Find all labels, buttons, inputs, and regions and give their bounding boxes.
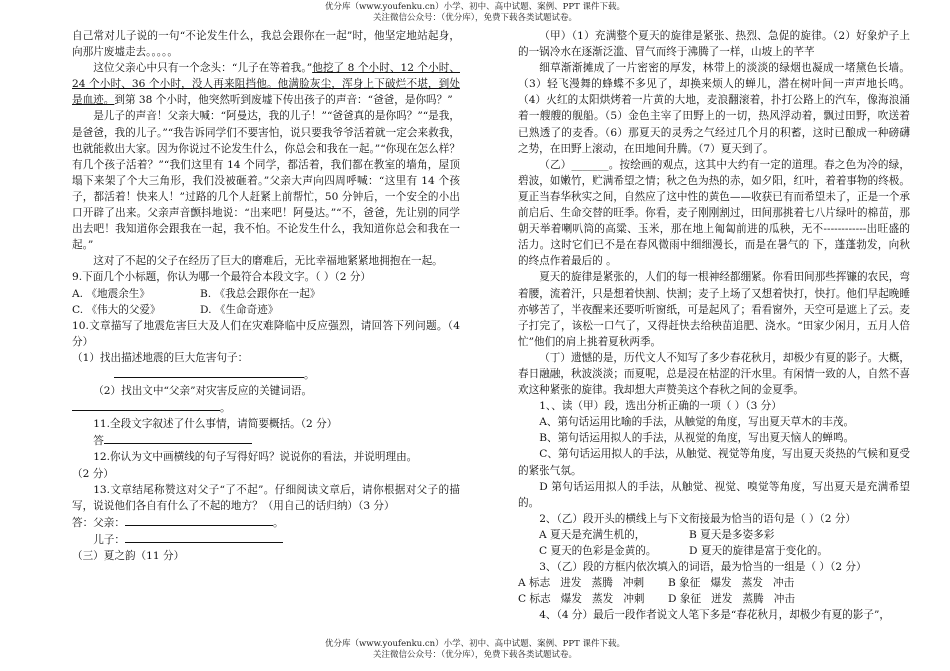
question-3: 3、（乙）段的方框内依次填入的词语，最为恰当的一组是（ ）（2 分） bbox=[539, 561, 867, 574]
passage-paragraph: 是儿子的声音！父亲大喊：“阿曼达，我的儿子！”“爸爸真的是你吗？”“是我，是爸爸，我的儿子。”“我告诉同学们不要害怕，说只要我爷爷活着就一定会来救我，也就能救出大家。因为你说过不论发生什么，你总会和我在一起。”“你现在怎么样？有几个孩子活着？”“我们这里有 14 个同学，都活着，我们都在教室的墙角，屋顶塌下来架了个大三角形，我们没被砸着。”父亲大声向四周呼喊：“这里有 14 个孩子，都活着！快来人！”过路的几个人赶紧上前帮忙，50 分钟后，一个安全的小出口开辟了出来。父亲声音颤抖地说：“出来吧！阿曼达。”“不，爸爸，先让别的同学出去吧！我知道你会跟我在一起，我不怕。不论发生什么，我知道你总会和我在一起。” bbox=[72, 110, 460, 252]
question-12: 12.你认为文中画横线的句子写得好吗？说说你的看法，并说明理由。 bbox=[93, 451, 418, 464]
footer-line-1: 优分库（www.youfenku.cn）小学、初中、高中试题、案例、PPT 课件下载。 bbox=[325, 639, 625, 649]
section-title: （三）夏之韵（11 分） bbox=[72, 550, 185, 562]
option-c: C 标志 爆发 蒸发 冲刺 bbox=[518, 593, 645, 606]
question-10-part-1: （1）找出描述地震的巨大危害句子： bbox=[72, 351, 249, 364]
option-a: A 夏天是充满生机的， bbox=[539, 528, 646, 541]
answer-line: 。 bbox=[72, 366, 460, 383]
answer-line bbox=[72, 531, 460, 548]
answer-blank[interactable] bbox=[125, 514, 273, 526]
option-b: B 象征 爆发 蒸发 冲击 bbox=[668, 577, 795, 590]
answer-line bbox=[72, 432, 460, 449]
footer-line-2: 关注微信公众号：（优分库），免费下载各类试题试卷。 bbox=[372, 650, 577, 660]
question-9: 9.下面几个小标题，你认为哪一个最符合本段文字。（ ）（2 分） bbox=[72, 271, 372, 284]
question-4: 4、（4 分）最后一段作者说文人笔下多是“春花秋月，却极少有夏的影子”， bbox=[539, 609, 890, 622]
option-d: D 夏天的旋律是富于变化的。 bbox=[689, 545, 828, 557]
option-b: B. 《我总会跟你在一起》 bbox=[200, 287, 321, 300]
right-column bbox=[518, 28, 910, 623]
option-c: C. 《伟大的父爱》 bbox=[72, 303, 161, 316]
passage-paragraph-jia: （甲）（1）充满整个夏天的旋律是紧张、热烈、急促的旋律。（2）好象炉子上的一锅冷水在逐渐泛滥、冒气而终于沸腾了一样，山坡上的芊芊 bbox=[518, 30, 910, 59]
question-1-option-a: A、第句话运用比喻的手法，从触觉的角度，写出夏天草木的丰茂。 bbox=[539, 416, 855, 429]
page-header bbox=[0, 2, 950, 24]
answer-blank[interactable] bbox=[125, 531, 283, 543]
option-a: A. 《地震余生》 bbox=[72, 287, 150, 300]
header-line-2: 关注微信公众号：（优分库），免费下载各类试题试卷。 bbox=[372, 13, 577, 23]
question-1-option-c: C、第句话运用拟人的手法，从触觉、视觉等角度，写出夏天炎热的气候和夏受的紧张气氛。 bbox=[518, 448, 910, 477]
question-11: 11.全段文字叙述了什么事情，请简要概括。（2 分） bbox=[93, 418, 338, 431]
question-1-option-b: B、第句话运用拟人的手法，从视觉的角度，写出夏天恼人的蝉鸣。 bbox=[539, 432, 855, 445]
option-a: A 标志 进发 蒸腾 冲刺 bbox=[518, 577, 645, 590]
answer-blank[interactable] bbox=[114, 366, 304, 378]
question-9-options-row-2 bbox=[72, 302, 460, 318]
underlined-sentence: 他挖了 8 个小时、12 个小时、24 个小时、36 个小时，没人再来阻挡他。他满脸灰尘，浑身上下破烂不堪，到处是血迹。 bbox=[72, 62, 460, 107]
question-3-options-row-2 bbox=[518, 591, 910, 607]
question-9-options-row-1 bbox=[72, 286, 460, 302]
question-2-options-row-2 bbox=[518, 543, 910, 559]
answer-label: 答 bbox=[93, 435, 104, 448]
left-column bbox=[72, 28, 460, 564]
option-c: C 夏天的色彩是金黄的。 bbox=[539, 545, 657, 557]
question-13: 13.文章结尾称赞这对父子“了不起”。仔细阅读文章后，请你根据对父子的描写，说说他们各自有什么了不起的地方？（用自己的话归纳）（3 分） bbox=[72, 483, 460, 512]
passage-paragraph: 细草渐渐摊成了一片密密的厚发，林带上的淡淡的绿烟也凝成一堵黛色长墙。（3）轻飞漫舞的蜂蝶不多见了，却换来烦人的蝉儿，潜在树叶间一声声地长鸣。（4）火红的太阳烘烤着一片黄的大地，麦浪翻滚着，扑打公路上的汽车，像海浪涌着一艘艘的舰船。（5）金色主宰了田野上的一切，热风浮动着，飘过田野，吹送着已熟透了的麦香。（6）那夏天的灵秀之气经过几个月的积蓄，这时已酿成一种磅礴之势，在田野上滚动，在田地间升腾。（7）夏天到了。 bbox=[518, 62, 910, 155]
question-10: 10.文章描写了地震危害巨大及人们在灾难降临中反应强烈，请回答下列问题。（4 分） bbox=[72, 319, 460, 348]
passage-paragraph-underlined bbox=[72, 60, 460, 108]
question-12-score: （2 分） bbox=[72, 467, 114, 480]
header-line-1: 优分库（www.youfenku.cn）小学、初中、高中试题、案例、PPT 课件下载。 bbox=[325, 2, 625, 12]
passage-paragraph-ding: （丁）遗憾的是，历代文人不知写了多少春花秋月，却极少有夏的影子。大概，春日融融，秋波淡淡；而夏呢，总是浸在枯涩的汗水里。有闲情一致的人，自然不喜欢这种紧张的旋律。我却想大声赞美这个春秋之间的金夏季。 bbox=[518, 351, 910, 397]
question-3-options-row-1 bbox=[518, 575, 910, 591]
passage-paragraph-bing: 夏天的旋律是紧张的，人们的每一根神经都绷紧。你看田间那些挥镰的农民，弯着腰，流着汗，只是想着快割、快割；麦子上场了又想着快打，快打。他们早起晚睡亦够苦了，半夜醒来还要听听窗纸，可是起风了；看看窗外，天空可是遮上了云。麦子打完了，该松一口气了，又得赶快去给秧苗追肥、浇水。“田家少闲月，五月人倍忙”他们的肩上挑着夏秋两季。 bbox=[518, 271, 910, 348]
question-2-options-row-1 bbox=[518, 527, 910, 543]
option-d: D 象征 迸发 蒸腾 冲击 bbox=[668, 593, 795, 606]
option-d: D. 《生命奇迹》 bbox=[200, 303, 279, 316]
passage-paragraph: 自己常对儿子说的一句“不论发生什么，我总会跟你在一起”时，他坚定地站起身，向那片废墟走去。。。。。 bbox=[72, 30, 460, 59]
option-b: B 夏天是多姿多彩 bbox=[689, 528, 775, 541]
answer-blank[interactable] bbox=[104, 432, 252, 444]
question-1: 1、、读（甲）段，选出分析正确的一项（ ）（3 分） bbox=[539, 400, 782, 413]
answer-blank[interactable] bbox=[72, 399, 220, 411]
passage-text: 到第 38 个小时，他突然听到废墟下传出孩子的声音：“爸爸，是你吗？” bbox=[114, 94, 453, 107]
passage-text: 这位父亲心中只有一个念头：“儿子在等着我。” bbox=[93, 62, 313, 75]
page-footer bbox=[0, 639, 950, 661]
passage-paragraph-yi: （乙）_______。按绘画的观点，这其中大约有一定的道理。春之色为冷的绿，碧波，如嫩竹，贮满希望之情；秋之色为热的赤，如夕阳，红叶，着着事物的终极。夏正当春华秋实之间，自然应了这中性的黄色——收获已有而希望未了，正是一个承前启后、生命交替的旺季。你看，麦子刚刚割过，田间那挑着七八片绿叶的棉苗，那朝天举着喇叭筒的高粱、玉米，那在地上匍匐前进的瓜秧，无不------------出旺盛的活力。这时它们已不是在春风微雨中细细漫长，而是在暑气的 下，蓬蓬勃发，向秋的终点作着最后的 。 bbox=[518, 158, 910, 268]
question-1-option-d: D 第句话运用拟人的手法，从触觉、视觉、嗅觉等角度，写出夏天是充满希望的。 bbox=[518, 480, 910, 509]
passage-paragraph: 这对了不起的父子在经历了巨大的磨难后，无比幸福地紧紧地拥抱在一起。 bbox=[93, 255, 443, 268]
question-2: 2、（乙）段开头的横线上与下文衔接最为恰当的语句是（ ）（2 分） bbox=[539, 512, 857, 525]
question-10-part-2: （2）找出文中“父亲”对灾害反应的关键词语。 bbox=[93, 385, 313, 398]
answer-line: 。 bbox=[72, 399, 460, 416]
answer-line: 答：父亲： 。 bbox=[72, 514, 460, 531]
answer-label: 答：父亲： bbox=[72, 516, 125, 529]
answer-label: 儿子： bbox=[93, 533, 125, 546]
